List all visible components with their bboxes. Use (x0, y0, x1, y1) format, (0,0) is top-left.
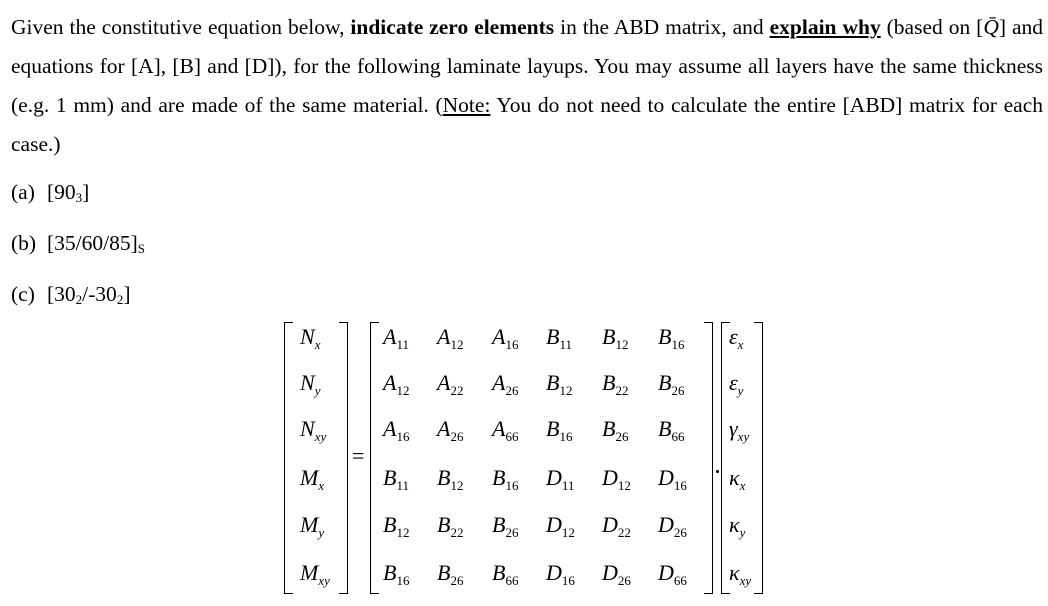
matrix-element: $A_{22}$ (437, 370, 464, 398)
matrix-element: $D_{11}$ (546, 465, 575, 493)
matrix-element: $D_{16}$ (658, 465, 687, 493)
matrix-element: $A_{16}$ (383, 416, 410, 444)
matrix-right-bracket (704, 322, 713, 594)
matrix-element: $D_{12}$ (602, 465, 631, 493)
rhs-entry: $\kappa_{xy}$ (729, 560, 752, 588)
rhs-right-bracket (754, 322, 763, 594)
matrix-element: $A_{26}$ (437, 416, 464, 444)
matrix-element: $D_{22}$ (602, 512, 631, 540)
matrix-element: $B_{66}$ (492, 560, 519, 588)
matrix-element: $B_{16}$ (492, 465, 519, 493)
layup-subscript: 3 (75, 190, 83, 205)
matrix-element: $B_{11}$ (383, 465, 409, 493)
matrix-element: $B_{12}$ (602, 324, 629, 352)
matrix-element: $D_{16}$ (546, 560, 575, 588)
prompt-text-1: Given the constitutive equation below, (11, 15, 351, 39)
layup-close: ] (123, 282, 131, 306)
matrix-element: $B_{12}$ (437, 465, 464, 493)
constitutive-equation (284, 318, 764, 596)
matrix-element: $D_{12}$ (546, 512, 575, 540)
rhs-entry: $\kappa_y$ (729, 512, 746, 540)
layup-close: ] (82, 180, 90, 204)
layup-subscript: S (137, 241, 146, 256)
matrix-element: $A_{26}$ (492, 370, 519, 398)
matrix-element: $B_{26}$ (492, 512, 519, 540)
layup-subscript-2: 2 (116, 292, 124, 307)
matrix-element: $B_{12}$ (383, 512, 410, 540)
q-bar-symbol: Q̄ (983, 15, 999, 39)
matrix-element: $A_{11}$ (383, 324, 409, 352)
layup-subscript: 2 (75, 292, 83, 307)
case-label: (c) (11, 282, 35, 306)
matrix-element: $B_{22}$ (602, 370, 629, 398)
case-b (11, 229, 145, 257)
equals-sign: = (352, 443, 365, 468)
layup-text: [35/60/85] (47, 231, 138, 255)
matrix-element: $B_{16}$ (658, 324, 685, 352)
lhs-entry: $N_{xy}$ (300, 416, 327, 444)
lhs-entry: $N_x$ (300, 324, 321, 352)
matrix-left-bracket (370, 322, 379, 594)
case-label: (b) (11, 231, 37, 255)
prompt-bold-phrase: indicate zero elements (350, 15, 555, 39)
multiplication-dot (716, 470, 719, 473)
matrix-element: $B_{12}$ (546, 370, 573, 398)
prompt-text-4: ] and equations for [A], [B] and [D]), for the following laminate layups. You may assume all layers have the same thickness (e.g. 1 mm) and are made of the same material. ( (11, 15, 1044, 117)
matrix-element: $A_{66}$ (492, 416, 519, 444)
rhs-entry: $\gamma_{xy}$ (729, 416, 750, 444)
matrix-element: $D_{26}$ (658, 512, 687, 540)
lhs-entry: $M_y$ (300, 512, 325, 540)
case-a (11, 178, 89, 206)
problem-statement (11, 8, 1043, 164)
lhs-left-bracket (284, 322, 293, 594)
rhs-entry: $\kappa_x$ (729, 465, 746, 493)
matrix-element: $A_{12}$ (437, 324, 464, 352)
case-label: (a) (11, 180, 35, 204)
matrix-element: $B_{26}$ (437, 560, 464, 588)
rhs-entry: $\varepsilon_x$ (729, 324, 744, 352)
note-label: Note: (442, 93, 491, 117)
case-c (11, 280, 130, 308)
matrix-element: $B_{16}$ (383, 560, 410, 588)
lhs-entry: $M_x$ (300, 465, 325, 493)
matrix-element: $B_{11}$ (546, 324, 572, 352)
prompt-text-2: in the ABD matrix, and (554, 15, 770, 39)
matrix-element: $D_{26}$ (602, 560, 631, 588)
rhs-entry: $\varepsilon_y$ (729, 370, 744, 398)
matrix-element: $A_{16}$ (492, 324, 519, 352)
prompt-underlined-phrase: explain why (769, 15, 881, 39)
lhs-right-bracket (339, 322, 348, 594)
prompt-text-3: (based on [ (880, 15, 984, 39)
layup-text: [90 (47, 180, 76, 204)
rhs-left-bracket (721, 322, 730, 594)
matrix-element: $B_{26}$ (602, 416, 629, 444)
prompt-text-5: You do not need to calculate the entire [ABD] matrix for each case.) (11, 93, 1043, 156)
matrix-element: $A_{12}$ (383, 370, 410, 398)
lhs-entry: $M_{xy}$ (300, 560, 330, 588)
layup-text: [30 (47, 282, 76, 306)
matrix-element: $B_{16}$ (546, 416, 573, 444)
lhs-entry: $N_y$ (300, 370, 321, 398)
matrix-element: $D_{66}$ (658, 560, 687, 588)
layup-text-mid: /-30 (82, 282, 117, 306)
matrix-element: $B_{26}$ (658, 370, 685, 398)
matrix-element: $B_{22}$ (437, 512, 464, 540)
matrix-element: $B_{66}$ (658, 416, 685, 444)
